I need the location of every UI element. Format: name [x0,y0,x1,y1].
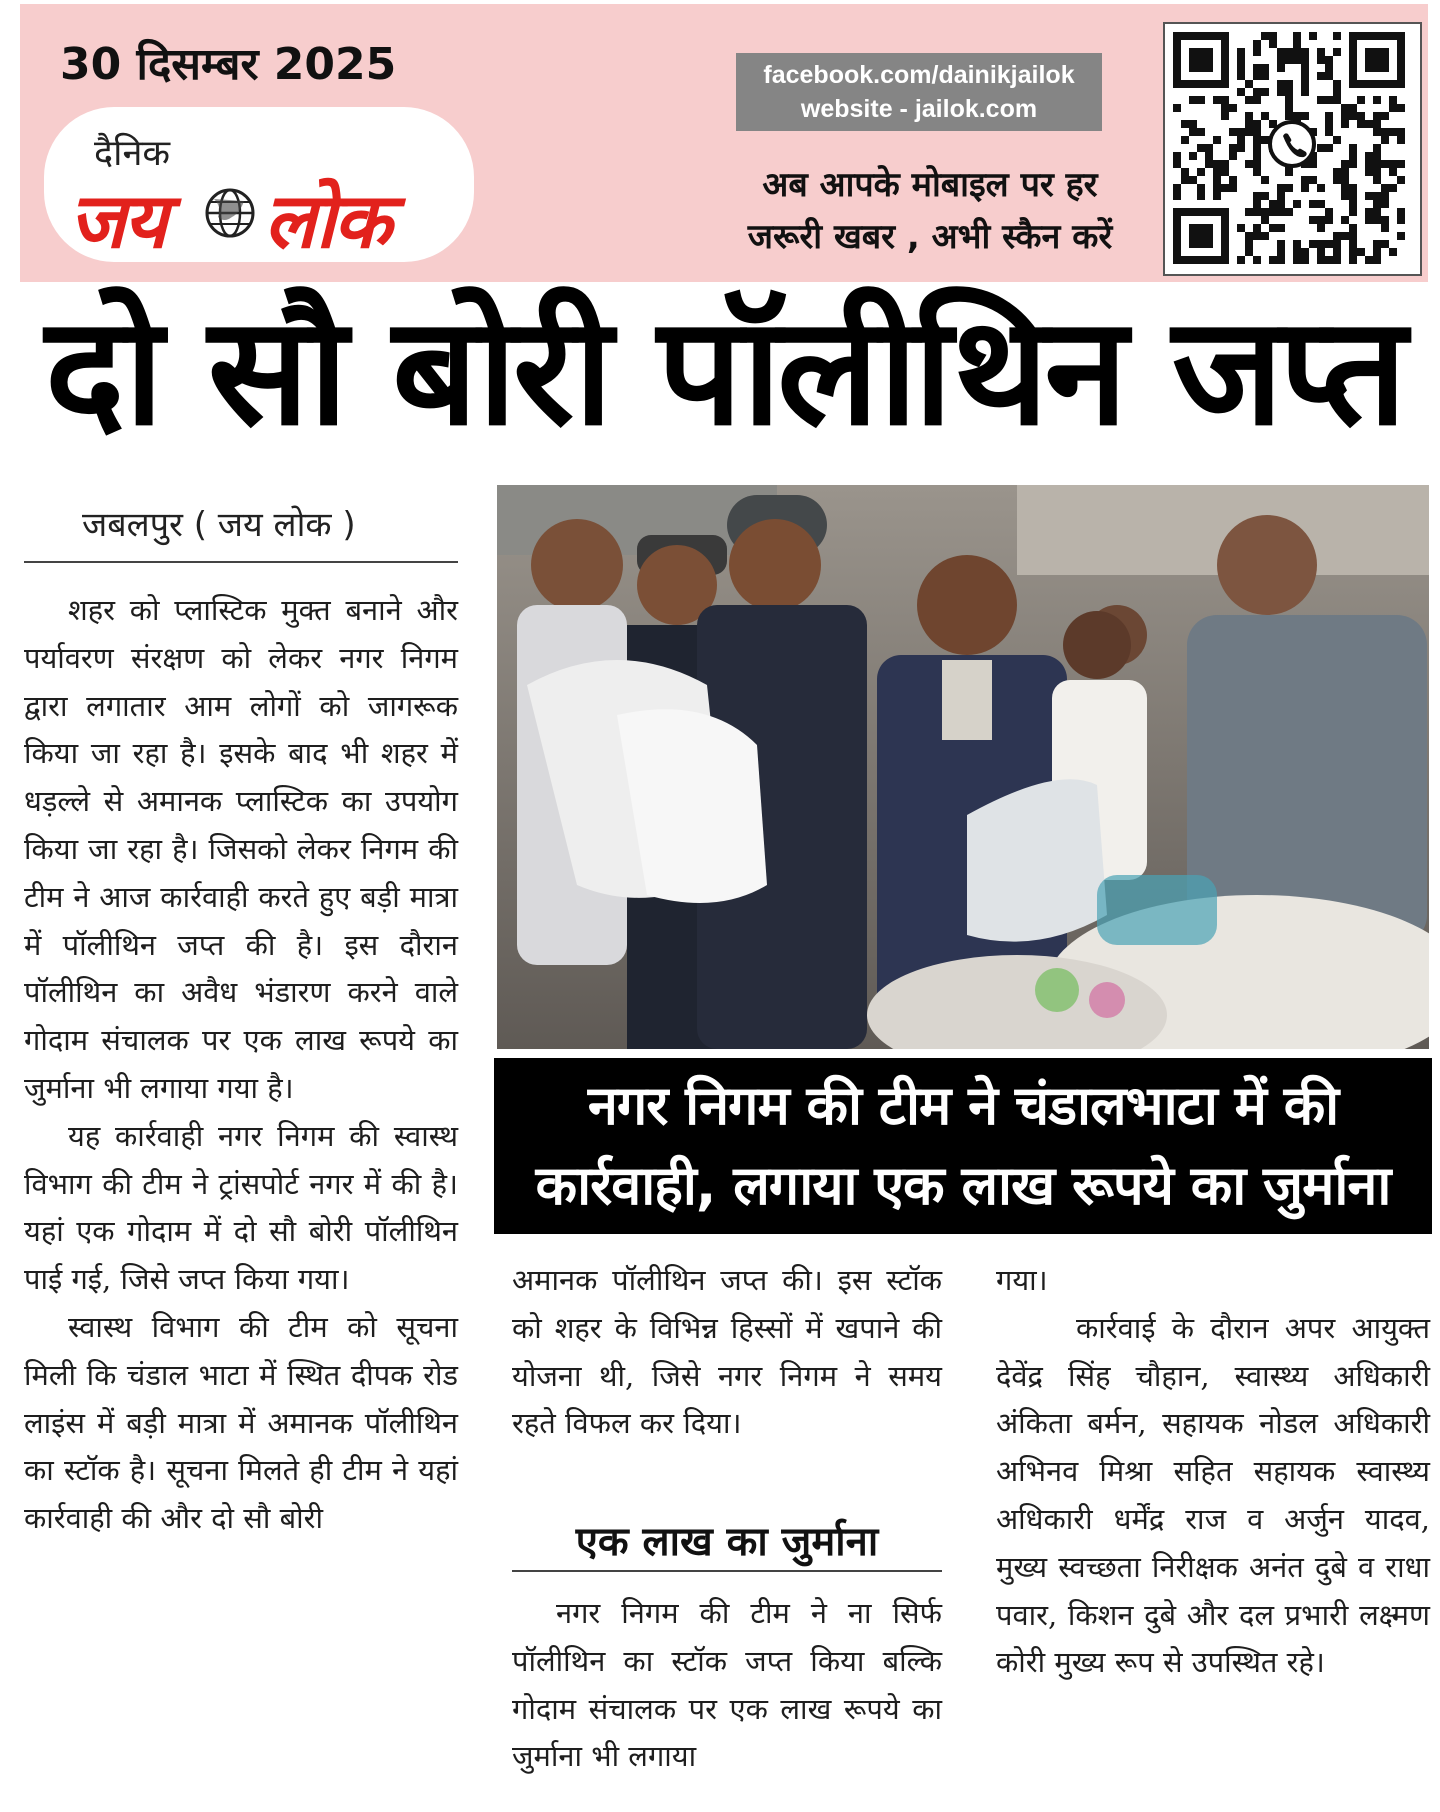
body-paragraph: गया। [996,1263,1048,1297]
article-column-2-bottom [512,1590,942,1781]
qr-code[interactable] [1163,22,1422,276]
body-paragraph: कार्रवाई के दौरान अपर आयुक्त देवेंद्र सिंह चौहान, स्वास्थ्य अधिकारी अंकिता बर्मन, सहायक नोडल अधिकारी अभिनव मिश्रा सहित सहायक स्वास्थ्य अधिकारी धर्मेंद्र राज व अर्जुन यादव, मुख्य स्वच्छता निरीक्षक अनंत दुबे व राधा पवार, किशन दुबे और दल प्रभारी लक्ष्मण कोरी मुख्य रूप से उपस्थित रहे। [996,1310,1430,1680]
tagline-line-1: अब आपके मोबाइल पर हर [762,165,1098,205]
subheading-rule [512,1570,942,1572]
dateline-rule [24,561,458,563]
logo-lok-text: लोक [264,176,390,265]
subheading: एक लाख का जुर्माना [575,1519,879,1565]
caption-line-2: कार्रवाही, लगाया एक लाख रूपये का जुर्माना [535,1154,1391,1217]
body-paragraph: स्वास्थ विभाग की टीम को सूचना मिली कि चंडाल भाटा में स्थित दीपक रोड लाइंस में बड़ी मात्रा में अमानक पॉलीथिन का स्टॉक है। सूचना मिलते ही टीम ने यहां कार्रवाही की और दो सौ बोरी [24,1309,458,1536]
logo-daily-text: दैनिक [94,133,171,174]
article-column-1 [24,587,458,1543]
globe-icon [204,187,256,239]
officials-inspecting-polythene-photo [497,485,1429,1049]
newspaper-logo [44,107,474,265]
issue-date: 30 दिसम्बर 2025 [60,39,397,90]
masthead [20,4,1428,282]
news-photo [497,485,1429,1049]
dateline: जबलपुर ( जय लोक ) [82,505,356,545]
body-paragraph: यह कार्रवाही नगर निगम की स्वास्थ विभाग की टीम ने ट्रांसपोर्ट नगर में की है। यहां एक गोदाम में दो सौ बोरी पॉलीथिन पाई गई, जिसे जप्त किया गया। [24,1118,458,1297]
website-link[interactable]: website - jailok.com [800,95,1038,123]
body-paragraph: अमानक पॉलीथिन जप्त की। इस स्टॉक को शहर के विभिन्न हिस्सों में खपाने की योजना थी, जिसे नगर निगम ने समय रहते विफल कर दिया। [512,1263,942,1441]
facebook-link[interactable]: facebook.com/dainikjailok [763,61,1075,89]
social-links [736,53,1102,131]
photo-caption [494,1058,1432,1234]
caption-line-1: नगर निगम की टीम ने चंडालभाटा में की [587,1074,1339,1137]
tagline-line-2: जरूरी खबर , अभी स्कैन करें [747,217,1113,257]
body-paragraph: शहर को प्लास्टिक मुक्त बनाने और पर्यावरण संरक्षण को लेकर नगर निगम द्वारा लगातार आम लोगों को जागरूक किया जा रहा है। इसके बाद भी शहर में धड़ल्ले से अमानक प्लास्टिक का उपयोग किया जा रहा है। जिसको लेकर निगम की टीम ने आज कार्रवाही करते हुए बड़ी मात्रा में पॉलीथिन जप्त की है। इस दौरान पॉलीथिन का अवैध भंडारण करने वाले गोदाम संचालक पर एक लाख रूपये का जुर्माना भी लगाया गया है। [24,593,458,1105]
qr-code-icon [1173,32,1411,264]
body-paragraph: नगर निगम की टीम ने ना सिर्फ पॉलीथिन का स्टॉक जप्त किया बल्कि गोदाम संचालक पर एक लाख रूपये का जुर्माना भी लगाया [512,1596,942,1774]
article-column-2-top [512,1257,942,1448]
scan-tagline [720,159,1140,263]
logo-jay-text: जय [69,176,166,265]
article-column-3 [996,1257,1430,1687]
headline: दो सौ बोरी पॉलीथिन जप्त [45,285,1403,459]
